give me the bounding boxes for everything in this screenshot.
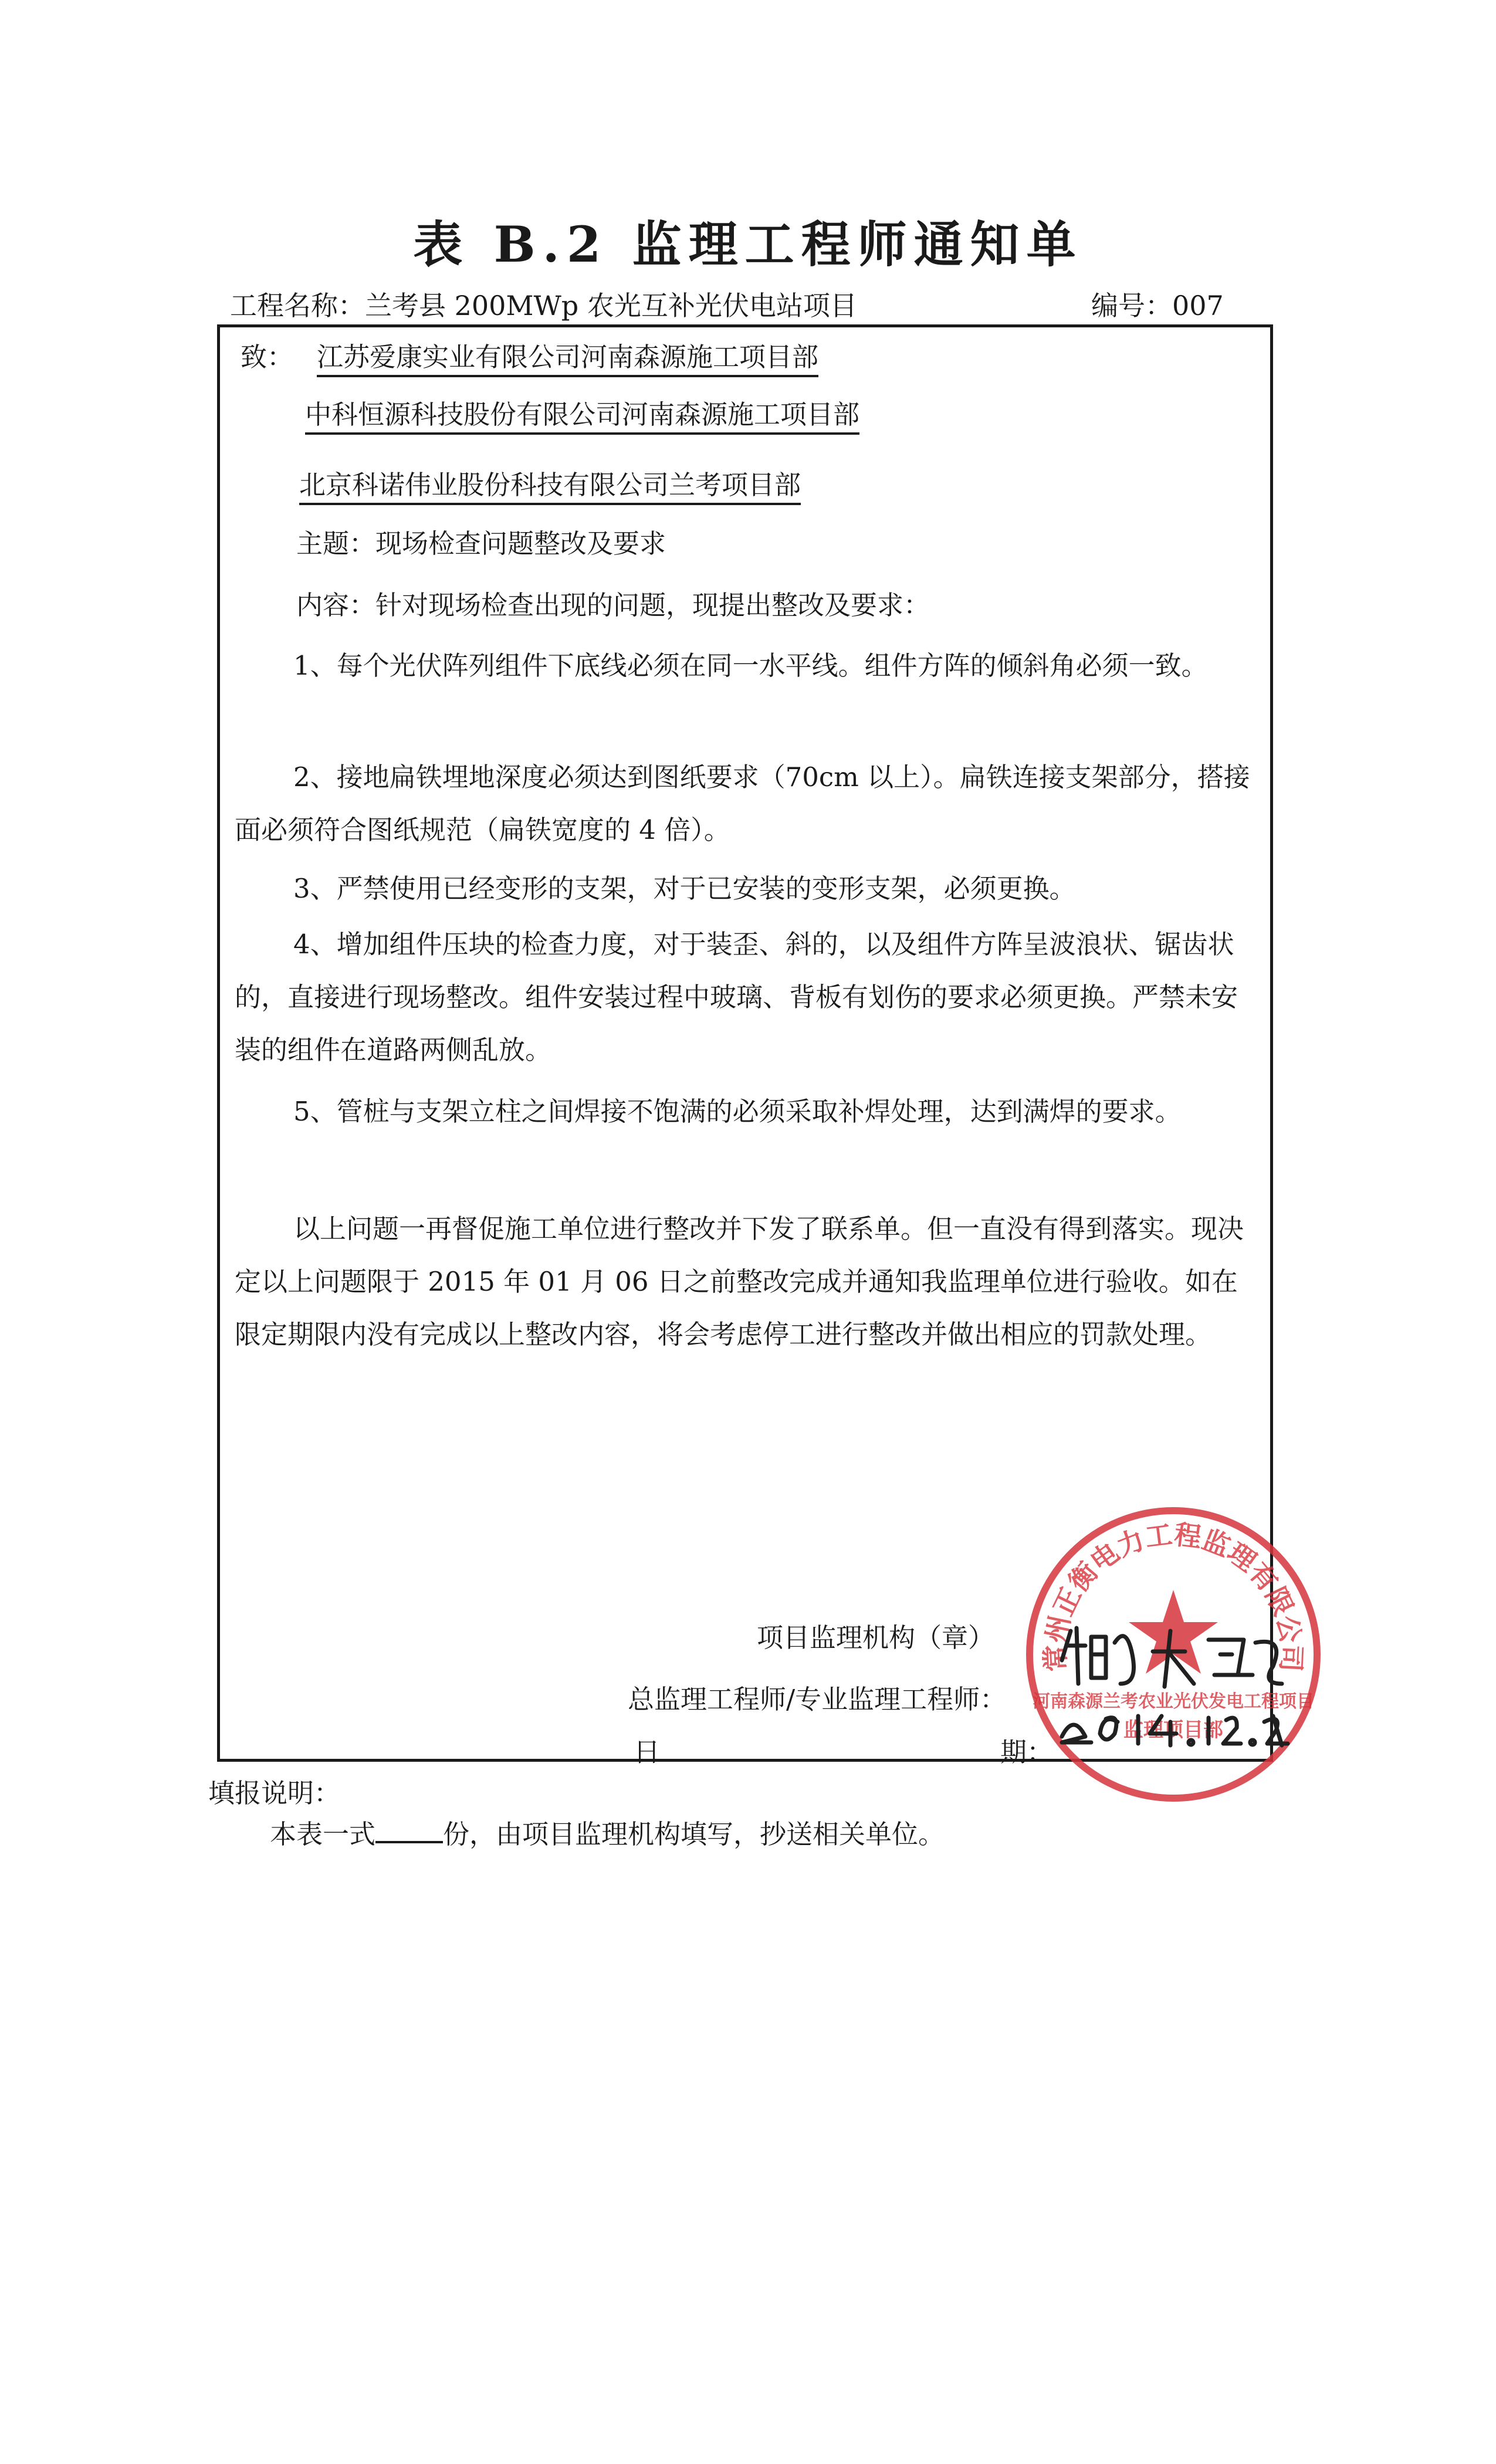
to-label: 致： (241, 341, 294, 373)
recipient-line-2: 中科恒源科技股份有限公司河南森源施工项目部 (305, 393, 859, 435)
fill-instructions-prefix: 本表一式 (270, 1819, 376, 1850)
item-4: 4、增加组件压块的检查力度，对于装歪、斜的，以及组件方阵呈波浪状、锯齿状的，直接进行现场整改。组件安装过程中玻璃、背板有划伤的要求必须更换。严禁未安装的组件在道路两侧乱放。 (235, 929, 1238, 1065)
content-intro: 内容：针对现场检查出现的问题，现提出整改及要求： (296, 590, 930, 621)
item-5: 5、管桩与支架立柱之间焊接不饱满的必须采取补焊处理，达到满焊的要求。 (293, 1096, 1182, 1127)
conclusion-paragraph: 以上问题一再督促施工单位进行整改并下发了联系单。但一直没有得到落实。现决定以上问题限于 2015 年 01 月 06 日之前整改完成并通知我监理单位进行验收。如在限定期限内没有完成以上整改内容，将会考虑停工进行整改并做出相应的罚款处理。 (235, 1213, 1244, 1350)
project-label: 工程名称： (230, 290, 365, 321)
project-name: 兰考县 200MWp 农光互补光伏电站项目 (365, 290, 857, 321)
project-name-row (230, 285, 857, 323)
document-title: 表 B.2 监理工程师通知单 (413, 215, 1083, 273)
item-2: 2、接地扁铁埋地深度必须达到图纸要求（70cm 以上）。扁铁连接支架部分，搭接面必须符合图纸规范（扁铁宽度的 4 倍）。 (235, 761, 1250, 845)
recipient-line-3: 北京科诺伟业股份科技有限公司兰考项目部 (299, 463, 801, 505)
subject-line: 主题：现场检查问题整改及要求 (296, 528, 666, 559)
document-number-row (1091, 285, 1224, 323)
date-label-right: 期： (1000, 1737, 1054, 1768)
supervision-org-label: 项目监理机构（章） (757, 1622, 995, 1653)
fill-instructions-label: 填报说明： (208, 1778, 341, 1809)
fill-instructions-suffix: 份，由项目监理机构填写，抄送相关单位。 (443, 1819, 945, 1850)
seal-bottom-text: 监理项目部 (1123, 1718, 1223, 1742)
number-value: 007 (1172, 290, 1224, 321)
item-1: 1、每个光伏阵列组件下底线必须在同一水平线。组件方阵的倾斜角必须一致。 (293, 650, 1208, 681)
seal-outer-text: 常州正衡电力工程监理有限公司 (1039, 1518, 1308, 1673)
copies-blank (375, 1817, 443, 1843)
engineer-label: 总监理工程师/专业监理工程师： (628, 1684, 1007, 1715)
number-label: 编号： (1091, 290, 1172, 321)
recipient-line-1: 江苏爱康实业有限公司河南森源施工项目部 (317, 336, 818, 377)
seal-inner-text: 河南森源兰考农业光伏发电工程项目 (1033, 1691, 1314, 1712)
date-label-left: 日 (634, 1737, 661, 1768)
fill-instructions-text (270, 1813, 945, 1851)
item-3: 3、严禁使用已经变形的支架，对于已安装的变形支架，必须更换。 (293, 873, 1076, 904)
handwritten-signature (1050, 1619, 1297, 1754)
